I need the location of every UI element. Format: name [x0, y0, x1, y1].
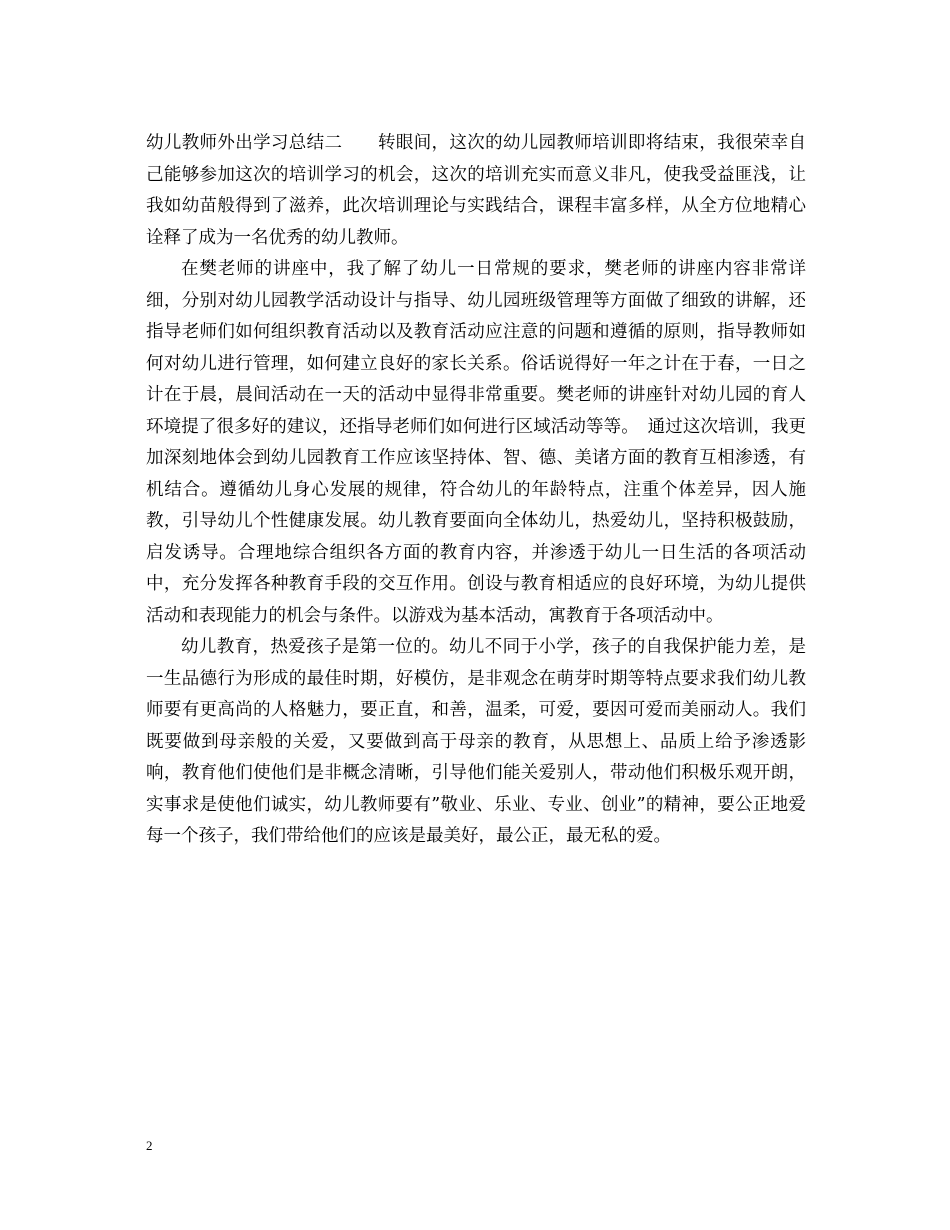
document-body — [146, 128, 806, 853]
paragraph-love-children: 幼儿教育，热爱孩子是第一位的。幼儿不同于小学，孩子的自我保护能力差，是一生品德行为形成的最佳时期，好模仿，是非观念在萌芽时期等特点要求我们幼儿教师要有更高尚的人格魅力，要正直，和善，温柔，可爱，要因可爱而美丽动人。我们既要做到母亲般的关爱，又要做到高于母亲的教育，从思想上、品质上给予渗透影响，教育他们使他们是非概念清晰，引导他们能关爱别人，带动他们积极乐观开朗，实事求是使他们诚实，幼儿教师要有”敬业、乐业、专业、创业”的精神，要公正地爱每一个孩子，我们带给他们的应该是最美好，最公正，最无私的爱。 — [146, 637, 806, 846]
page-number: 2 — [146, 1138, 153, 1153]
paragraph-lecture: 在樊老师的讲座中，我了解了幼儿一日常规的要求，樊老师的讲座内容非常详细，分别对幼儿园教学活动设计与指导、幼儿园班级管理等方面做了细致的讲解，还指导老师们如何组织教育活动以及教育活动应注意的问题和遵循的原则，指导教师如何对幼儿进行管理，如何建立良好的家长关系。俗话说得好一年之计在于春，一日之计在于晨，晨间活动在一天的活动中显得非常重要。樊老师的讲座针对幼儿园的育人环境提了很多好的建议，还指导老师们如何进行区域活动等等。 通过这次培训，我更加深刻地体会到幼儿园教育工作应该坚持体、智、德、美诸方面的教育互相渗透，有机结合。遵循幼儿身心发展的规律，符合幼儿的年龄特点，注重个体差异，因人施教，引导幼儿个性健康发展。幼儿教育要面向全体幼儿，热爱幼儿，坚持积极鼓励，启发诱导。合理地综合组织各方面的教育内容，并渗透于幼儿一日生活的各项活动中，充分发挥各种教育手段的交互作用。创设与教育相适应的良好环境，为幼儿提供活动和表现能力的机会与条件。以游戏为基本活动，寓教育于各项活动中。 — [146, 259, 806, 626]
paragraph-intro: 幼儿教师外出学习总结二 转眼间，这次的幼儿园教师培训即将结束，我很荣幸自己能够参加这次的培训学习的机会，这次的培训充实而意义非凡，使我受益匪浅，让我如幼苗般得到了滋养，此次培训理论与实践结合，课程丰富多样，从全方位地精心诠释了成为一名优秀的幼儿教师。 — [146, 133, 806, 248]
